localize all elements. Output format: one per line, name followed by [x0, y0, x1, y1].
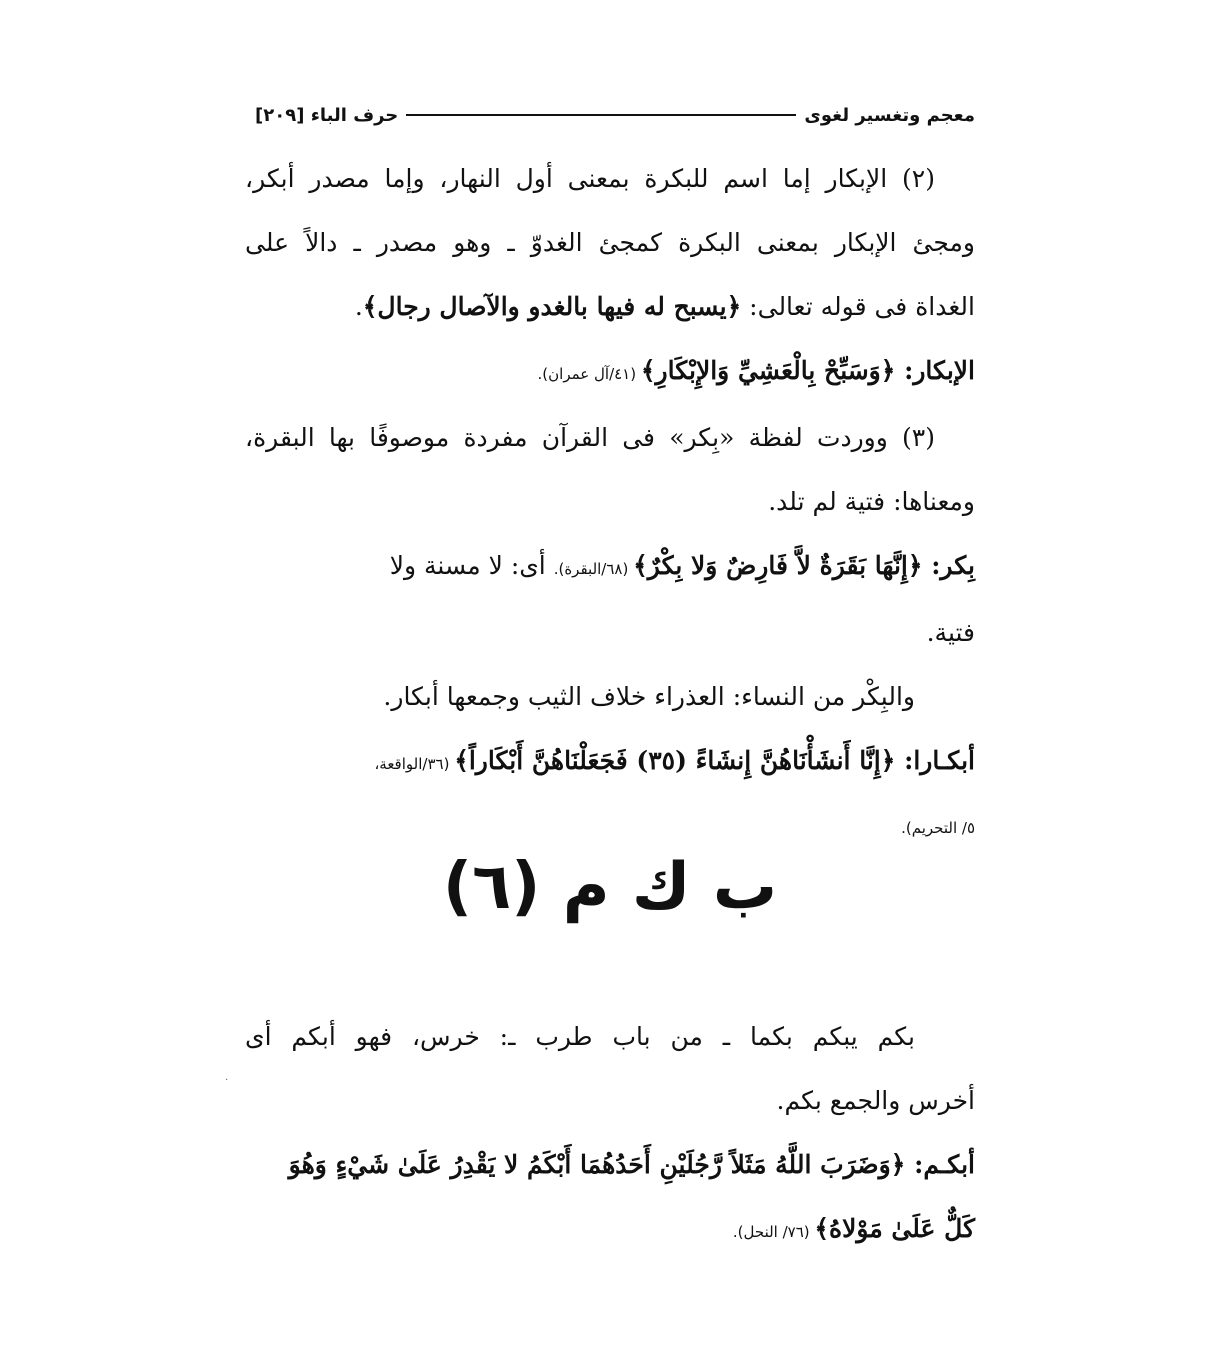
- scan-speck: ·: [225, 1075, 229, 1086]
- bkm-line-2: أخرس والجمع بكم.: [776, 1086, 975, 1115]
- entry-abkam-line-2: [245, 1197, 975, 1264]
- paragraph-text: الغداة فى قوله تعالى:: [741, 292, 975, 321]
- entry-label: الإبكار:: [895, 356, 975, 385]
- quran-verse: ﴿وَسَبِّحْ بِالْعَشِيِّ وَالإِبْكَارِ﴾: [640, 356, 896, 385]
- paragraph-2-line-2: ومجئ الإبكار بمعنى البكرة كمجئ الغدوّ ـ وهو مصدر ـ دالاً على: [245, 228, 975, 257]
- entry-bikr-line-2: فتية.: [926, 618, 975, 647]
- header-page-number: حرف الباء [٢٠٩]: [255, 104, 399, 126]
- verse-reference: (٧٦/ النحل).: [732, 1223, 815, 1241]
- paragraph-2-line-1: (٢) الإبكار إما اسم للبكرة بمعنى أول النهار، وإما مصدر أبكر،: [245, 164, 935, 193]
- paragraph-3-line-1: (٣) ووردت لفظة «بِكر» فى القرآن مفردة موصوفًا بها البقرة،: [245, 423, 935, 452]
- quran-verse: كَلٌّ عَلَىٰ مَوْلاهُ﴾: [814, 1214, 975, 1243]
- verse-reference: (٣٦/الواقعة،: [374, 755, 455, 773]
- header-rule: [406, 114, 796, 116]
- entry-abkar: [245, 729, 975, 796]
- entry-label: بِكر:: [922, 551, 975, 580]
- entry-bikr: [245, 534, 975, 601]
- running-header: [255, 100, 975, 130]
- paragraph-women: والبِكْر من النساء: العذراء خلاف الثيب وجمعها أبكار.: [383, 682, 915, 711]
- bkm-line-1: بكم يبكم بكما ـ من باب طرب ـ: خرس، فهو أبكم أى: [245, 1022, 915, 1051]
- entry-bkr-section: [245, 147, 975, 860]
- quran-verse: ﴿يسبح له فيها بالغدو والآصال رجال﴾: [362, 292, 742, 321]
- section-heading: ب ك م (٦): [442, 850, 778, 924]
- quran-verse: ﴿إِنَّا أَنشَأْنَاهُنَّ إِنشَاءً (٣٥) فَجَعَلْنَاهُنَّ أَبْكَاراً﴾: [454, 746, 896, 775]
- entry-abkar-reference-cont: ٥/ التحريم).: [901, 819, 975, 837]
- entry-label: أبكـارا:: [895, 746, 975, 775]
- paragraph-text: .: [354, 292, 363, 321]
- paragraph-text: أى: لا مسنة ولا: [389, 551, 554, 580]
- verse-reference: (٤١/آل عمران).: [537, 365, 641, 383]
- entry-bkm-section: [245, 1005, 975, 1264]
- entry-abkam: [245, 1133, 975, 1197]
- entry-label: أبكـم:: [905, 1150, 975, 1179]
- verse-reference: (٦٨/البقرة).: [553, 560, 634, 578]
- header-book-title: معجم وتغسير لغوى: [804, 104, 975, 126]
- quran-verse: ﴿إِنَّهَا بَقَرَةٌ لاَّ فَارِضٌ وَلا بِكْرٌ﴾: [633, 551, 923, 580]
- paragraph-2-line-3: [245, 275, 975, 339]
- paragraph-3-line-2: ومعناها: فتية لم تلد.: [768, 487, 975, 516]
- quran-verse: ﴿وَضَرَبَ اللَّهُ مَثَلاً رَّجُلَيْنِ أَحَدُهُمَا أَبْكَمُ لا يَقْدِرُ عَلَىٰ شَيْءٍ وَهُوَ: [288, 1150, 906, 1179]
- entry-ibkar: [245, 339, 975, 406]
